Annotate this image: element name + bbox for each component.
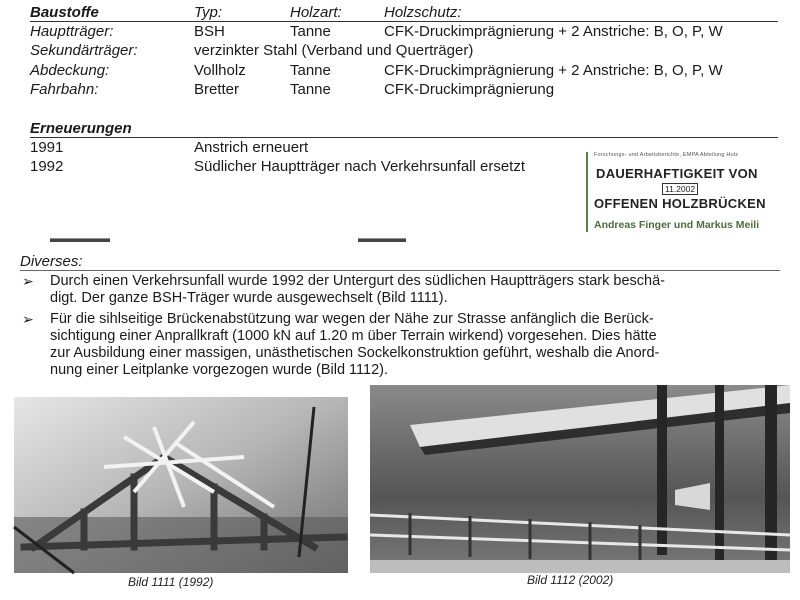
bullet-line: Durch einen Verkehrsunfall wurde 1992 der Untergurt des südlichen Hauptträgers stark beschä-	[50, 273, 665, 289]
materials-col-holzart: Holzart:	[290, 4, 342, 21]
banner-date-stamp: 11.2002	[662, 183, 698, 195]
banner-bar	[586, 152, 588, 232]
bullet-line: nung einer Leitplanke vorgezogen wurde (Bild 1112).	[50, 362, 389, 378]
material-holzschutz: CFK-Druckimprägnierung + 2 Anstriche: B, O, P, W	[384, 23, 723, 40]
material-holzart: Tanne	[290, 62, 331, 79]
bullet-line: digt. Der ganze BSH-Träger wurde ausgewechselt (Bild 1111).	[50, 290, 448, 306]
bullet-line: Für die sihlseitige Brückenabstützung war wegen der Nähe zur Strasse anfänglich die Berück-	[50, 311, 654, 327]
material-typ: Vollholz	[194, 62, 246, 79]
renewals-header-rule	[30, 137, 778, 138]
photo-caption-1112: Bild 1112 (2002)	[527, 573, 614, 587]
materials-title: Baustoffe	[30, 4, 99, 21]
bridge-guardrail-image	[370, 385, 790, 573]
material-label: Sekundärträger:	[30, 42, 138, 59]
diverses-rule	[20, 270, 780, 271]
banner-authors: Andreas Finger und Markus Meili	[594, 219, 760, 231]
banner-series: Forschungs- und Arbeitsberichte, EMPA Abteilung Holz	[594, 152, 739, 158]
photo-caption-1111: Bild 1111 (1992)	[128, 575, 214, 589]
banner-title-line2: OFFENEN HOLZBRÜCKEN	[594, 196, 766, 211]
materials-col-holzschutz: Holzschutz:	[384, 4, 462, 21]
banner-title-line1: DAUERHAFTIGKEIT VON	[596, 166, 758, 181]
material-typ: verzinkter Stahl (Verband und Querträger)	[194, 42, 474, 59]
diverses-bullet-1	[50, 273, 790, 307]
bullet-line: zur Ausbildung einer massigen, unästhetischen Sockelkonstruktion geführt, weshalb die Anord-	[50, 345, 660, 361]
renewals-title: Erneuerungen	[30, 120, 132, 137]
materials-col-typ: Typ:	[194, 4, 223, 21]
material-holzschutz: CFK-Druckimprägnierung	[384, 81, 555, 98]
scan-artifact: ▬▬▬▬▬	[50, 231, 110, 245]
material-holzart: Tanne	[290, 23, 331, 40]
report-banner	[586, 150, 786, 234]
renewal-year: 1992	[30, 158, 64, 175]
materials-header-rule	[30, 21, 778, 22]
damaged-truss-image	[14, 397, 348, 573]
bullet-line: sichtigung einer Anprallkraft (1000 kN auf 1.20 m über Terrain wirkend) vorgesehen. Dies hätte	[50, 328, 657, 344]
bullet-arrow-icon: ➢	[22, 273, 34, 289]
material-label: Hauptträger:	[30, 23, 114, 40]
material-typ: BSH	[194, 23, 225, 40]
material-label: Abdeckung:	[30, 62, 110, 79]
photo-bild-1112	[370, 385, 790, 573]
diverses-bullet-2	[50, 311, 790, 379]
renewal-year: 1991	[30, 139, 64, 156]
photo-bild-1111	[14, 397, 348, 573]
diverses-title: Diverses:	[20, 253, 83, 270]
material-label: Fahrbahn:	[30, 81, 99, 98]
scan-artifact: ▬▬▬▬	[358, 231, 406, 245]
renewal-text: Anstrich erneuert	[194, 139, 309, 156]
renewal-text: Südlicher Hauptträger nach Verkehrsunfall ersetzt	[194, 158, 526, 175]
bullet-arrow-icon: ➢	[22, 311, 34, 327]
material-typ: Bretter	[194, 81, 240, 98]
material-holzart: Tanne	[290, 81, 331, 98]
material-holzschutz: CFK-Druckimprägnierung + 2 Anstriche: B, O, P, W	[384, 62, 723, 79]
